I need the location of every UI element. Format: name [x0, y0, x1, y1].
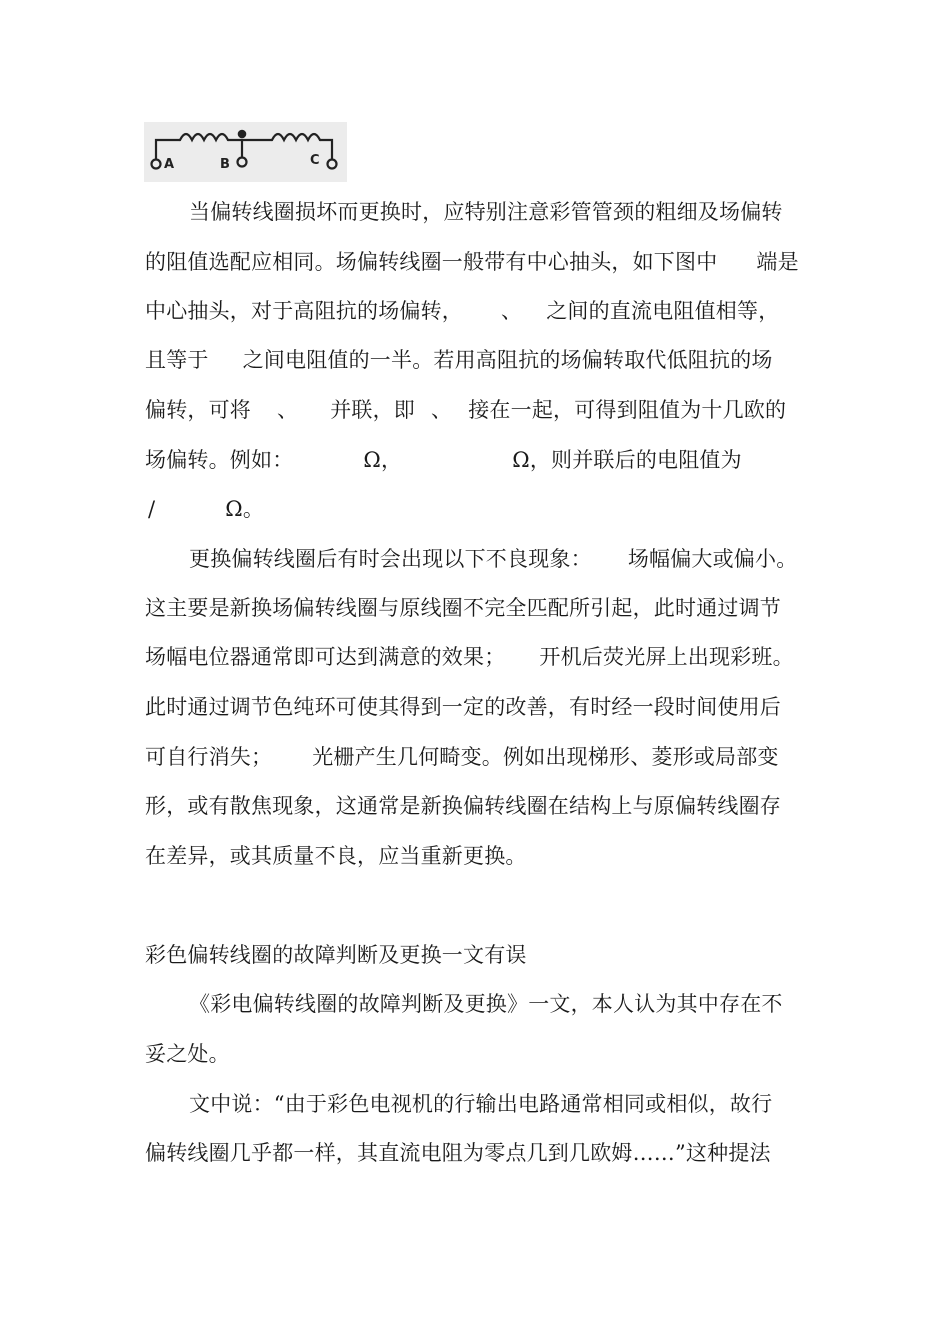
- text-segment: 开机后荧光屏上出现彩班。: [539, 645, 794, 669]
- text-line: [145, 693, 781, 721]
- text-segment: 更换偏转线圈后有时会出现以下不良现象：: [189, 547, 592, 571]
- text-line: [145, 248, 799, 276]
- terminal-c-label: C: [310, 153, 320, 168]
- text-segment: 文中说：“由于彩色电视机的行输出电路通常相同或相似，故行: [189, 1092, 773, 1116]
- text-line: [145, 297, 779, 325]
- text-segment: 场幅电位器通常即可达到满意的效果；: [145, 645, 506, 669]
- text-segment: Ω。: [225, 497, 265, 521]
- coil-diagram: [144, 122, 347, 182]
- text-line: [145, 1040, 230, 1068]
- text-segment: 端是: [756, 250, 799, 274]
- text-segment: 可自行消失；: [145, 745, 273, 769]
- heading-text: 彩色偏转线圈的故障判断及更换一文有误: [145, 943, 527, 967]
- text-line: [189, 990, 783, 1018]
- text-line: [145, 743, 779, 771]
- text-segment: 偏转线圈几乎都一样，其直流电阻为零点几到几欧姆……”这种提法: [145, 1141, 771, 1165]
- text-line: [145, 842, 527, 870]
- text-segment: 并联，即: [330, 398, 416, 422]
- text-line: [145, 446, 742, 474]
- text-segment: 且等于: [145, 348, 209, 372]
- text-segment: Ω，: [363, 448, 403, 472]
- text-segment: 在差异，或其质量不良，应当重新更换。: [145, 844, 527, 868]
- article-heading: [145, 941, 527, 969]
- text-line: [189, 545, 797, 573]
- text-segment: 场幅偏大或偏小。: [627, 547, 798, 571]
- text-line: [145, 792, 781, 820]
- text-segment: 场偏转。例如：: [145, 448, 294, 472]
- terminal-a-label: A: [164, 157, 175, 172]
- text-segment: 妥之处。: [145, 1042, 230, 1066]
- text-segment: /: [148, 497, 156, 521]
- text-line: [145, 643, 794, 671]
- text-segment: 形，或有散焦现象，这通常是新换偏转线圈在结构上与原偏转线圈存: [145, 794, 781, 818]
- text-segment: 接在一起，可得到阻值为十几欧的: [468, 398, 787, 422]
- text-segment: 、: [431, 398, 453, 422]
- text-segment: 、: [277, 398, 299, 422]
- text-segment: 光栅产生几何畸变。例如出现梯形、菱形或局部变: [312, 745, 779, 769]
- text-line: [145, 346, 773, 374]
- text-segment: 的阻值选配应相同。场偏转线圈一般带有中心抽头，如下图中: [145, 250, 718, 274]
- text-segment: Ω，则并联后的电阻值为: [512, 448, 742, 472]
- text-segment: 此时通过调节色纯环可使其得到一定的改善，有时经一段时间使用后: [145, 695, 781, 719]
- text-line: [148, 495, 264, 523]
- text-line: [189, 198, 783, 226]
- terminal-b-label: B: [220, 157, 230, 172]
- coil-schematic: [144, 122, 347, 182]
- text-segment: 这主要是新换场偏转线圈与原线圈不完全匹配所引起，此时通过调节: [145, 596, 781, 620]
- text-line: [145, 594, 781, 622]
- text-line: [145, 396, 786, 424]
- text-segment: 中心抽头，对于高阻抗的场偏转，: [145, 299, 463, 323]
- text-line: [189, 1090, 772, 1118]
- text-segment: 《彩电偏转线圈的故障判断及更换》一文，本人认为其中存在不: [189, 992, 783, 1016]
- text-segment: 、: [501, 299, 523, 323]
- text-segment: 偏转，可将: [145, 398, 251, 422]
- text-segment: 之间的直流电阻值相等，: [546, 299, 780, 323]
- text-segment: 当偏转线圈损坏而更换时，应特别注意彩管管颈的粗细及场偏转: [189, 200, 783, 224]
- text-line: [145, 1139, 771, 1167]
- text-segment: 之间电阻值的一半。若用高阻抗的场偏转取代低阻抗的场: [242, 348, 773, 372]
